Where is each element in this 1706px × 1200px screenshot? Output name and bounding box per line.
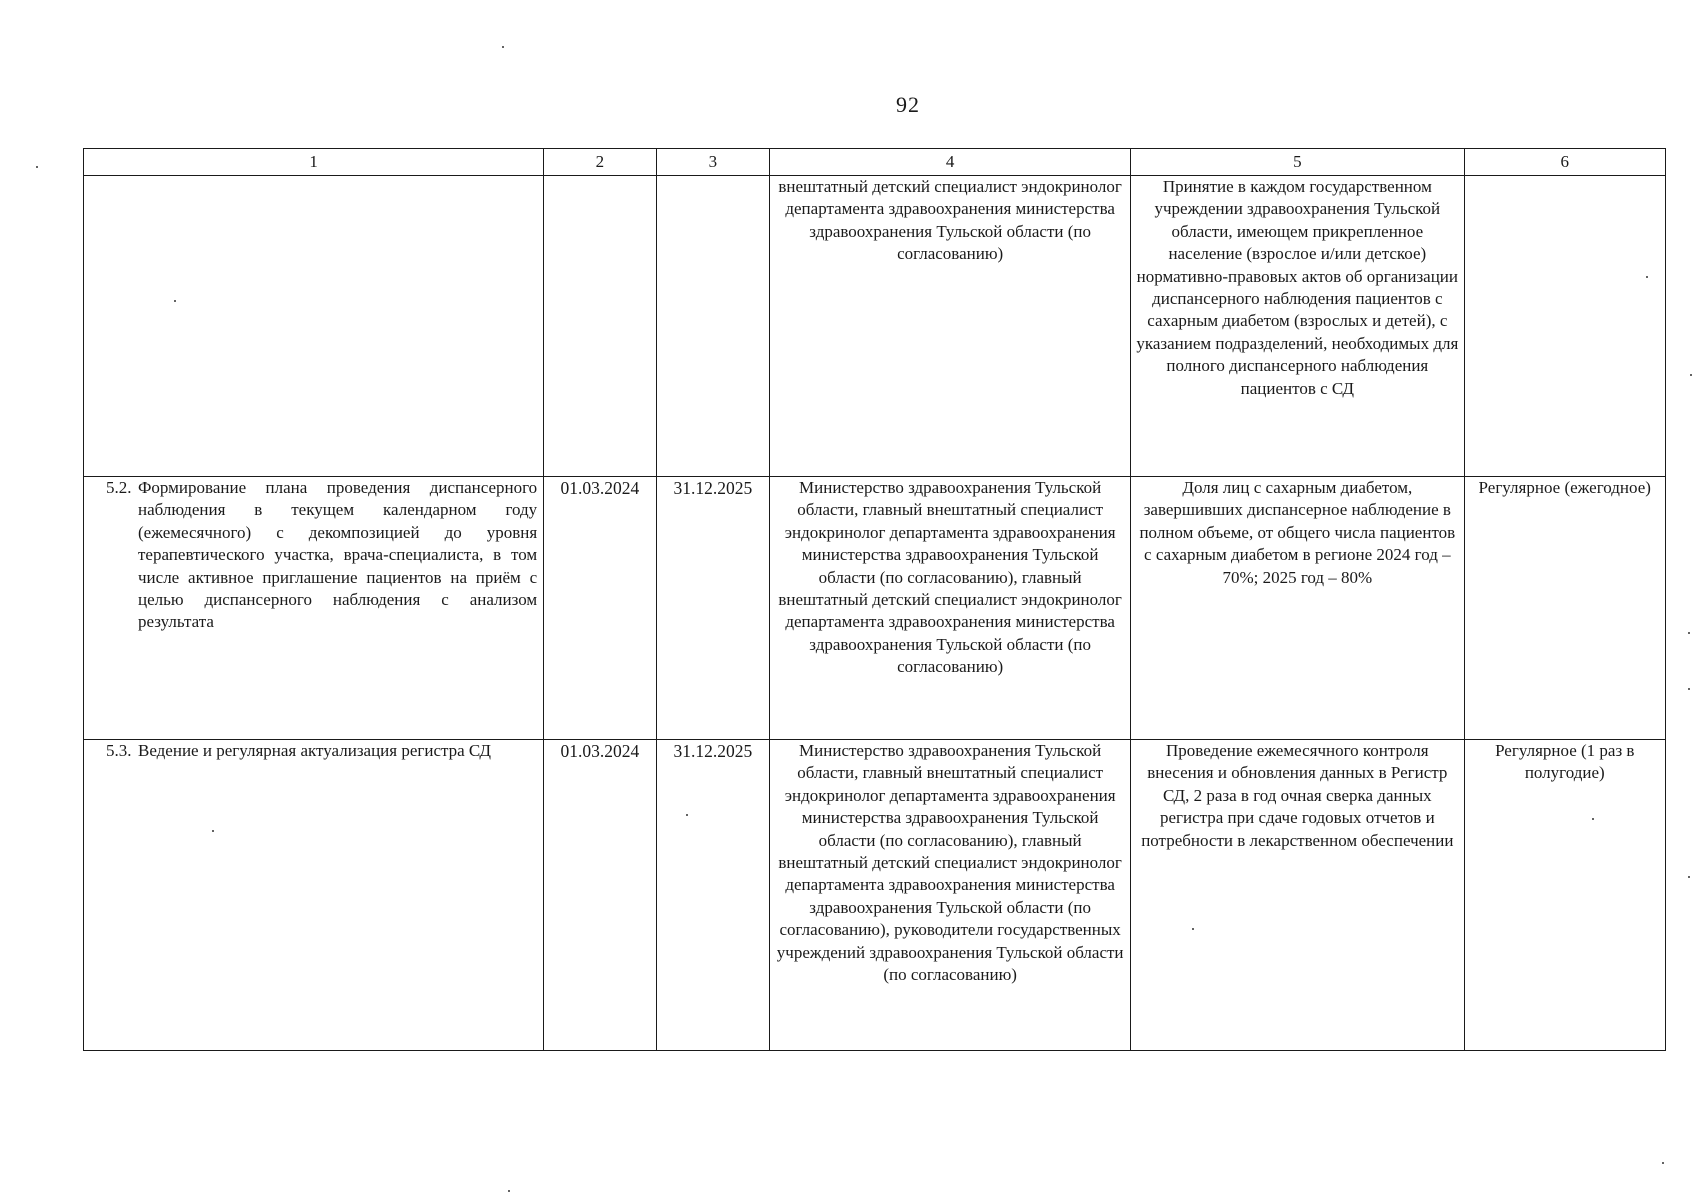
table-row — [84, 477, 1666, 740]
header-cell-2: 2 — [544, 149, 656, 176]
task-text: Ведение и регулярная актуализация регистра СД — [138, 741, 492, 760]
frequency-cell: Регулярное (1 раз в полугодие) — [1464, 740, 1665, 1051]
scan-speck — [1688, 688, 1690, 690]
scan-speck — [508, 1190, 510, 1192]
task-cell — [84, 740, 544, 1051]
end-date: 31.12.2025 — [656, 740, 770, 1051]
table-row — [84, 176, 1666, 477]
row-number: 5.3. — [106, 741, 132, 760]
header-cell-5: 5 — [1131, 149, 1464, 176]
scan-speck — [502, 46, 504, 48]
plan-table — [83, 148, 1666, 1051]
result-cell: Принятие в каждом государственном учреждении здравоохранения Тульской области, имеющем прикрепленное население (взрослое и/или детское) нормативно-правовых актов об организации диспансерного наблюдения пациентов с сахарным диабетом (взрослых и детей), с указанием подразделений, необходимых для полного диспансерного наблюдения пациентов с СД — [1131, 176, 1464, 477]
scan-speck — [1192, 928, 1194, 930]
frequency-cell — [1464, 176, 1665, 477]
responsible-cell: Министерство здравоохранения Тульской области, главный внештатный специалист эндокринолог департамента здравоохранения министерства здравоохранения Тульской области (по согласованию), главный внештатный детский специалист эндокринолог департамента здравоохранения министерства здравоохранения Тульской области (по согласованию), руководители государственных учреждений здравоохранения Тульской области (по согласованию) — [770, 740, 1131, 1051]
table-row — [84, 740, 1666, 1051]
scan-speck — [686, 814, 688, 816]
start-date: 01.03.2024 — [544, 477, 656, 740]
page-number: 92 — [896, 92, 920, 117]
scan-speck — [212, 830, 214, 832]
scan-speck — [1592, 818, 1594, 820]
start-date: 01.03.2024 — [544, 740, 656, 1051]
frequency-cell: Регулярное (ежегодное) — [1464, 477, 1665, 740]
scan-speck — [36, 166, 38, 168]
task-text: Формирование плана проведения диспансерного наблюдения в текущем календарном году (ежемесячного) с декомпозицией до уровня терапевтического участка, врача-специалиста, в том числе активное приглашение пациентов на приём с целью диспансерного наблюдения с анализом результата — [138, 478, 538, 632]
scan-speck — [174, 300, 176, 302]
scan-speck — [1688, 632, 1690, 634]
end-date — [656, 176, 770, 477]
task-cell — [84, 176, 544, 477]
end-date: 31.12.2025 — [656, 477, 770, 740]
scan-speck — [1646, 276, 1648, 278]
header-cell-4: 4 — [770, 149, 1131, 176]
result-cell: Проведение ежемесячного контроля внесения и обновления данных в Регистр СД, 2 раза в год очная сверка данных регистра при сдаче годовых отчетов и потребности в лекарственном обеспечении — [1131, 740, 1464, 1051]
header-cell-3: 3 — [656, 149, 770, 176]
result-cell: Доля лиц с сахарным диабетом, завершивших диспансерное наблюдение в полном объеме, от общего числа пациентов с сахарным диабетом в регионе 2024 год – 70%; 2025 год – 80% — [1131, 477, 1464, 740]
row-number: 5.2. — [106, 478, 132, 497]
task-cell — [84, 477, 544, 740]
scan-speck — [1662, 1162, 1664, 1164]
header-cell-6: 6 — [1464, 149, 1665, 176]
header-cell-1: 1 — [84, 149, 544, 176]
header-row — [84, 149, 1666, 176]
start-date — [544, 176, 656, 477]
scan-speck — [1688, 876, 1690, 878]
responsible-cell: внештатный детский специалист эндокринолог департамента здравоохранения министерства здравоохранения Тульской области (по согласованию) — [770, 176, 1131, 477]
scan-speck — [1690, 374, 1692, 376]
responsible-cell: Министерство здравоохранения Тульской области, главный внештатный специалист эндокринолог департамента здравоохранения министерства здравоохранения Тульской области (по согласованию), главный внештатный детский специалист эндокринолог департамента здравоохранения министерства здравоохранения Тульской области (по согласованию) — [770, 477, 1131, 740]
